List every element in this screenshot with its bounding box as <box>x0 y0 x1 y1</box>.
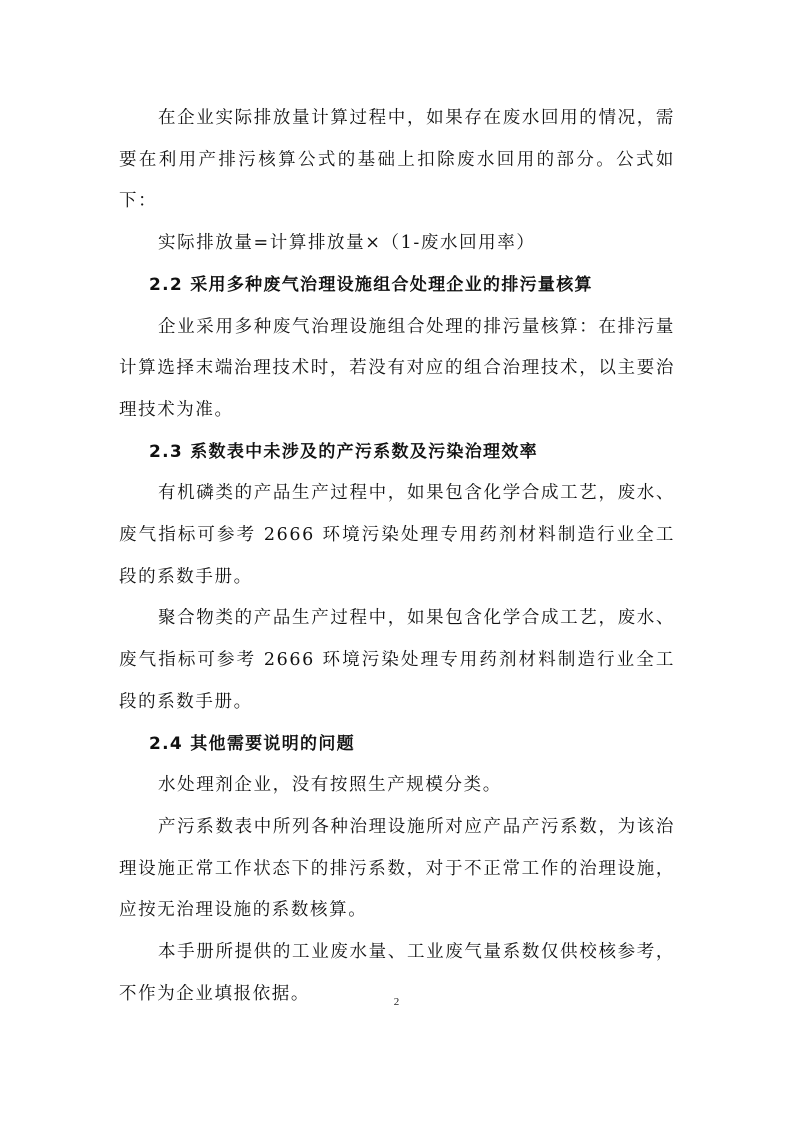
page-content <box>119 98 675 1015</box>
heading-2-4: 2.4 其他需要说明的问题 <box>149 733 355 754</box>
para-wastewater-reuse: 在企业实际排放量计算过程中，如果存在废水回用的情况，需要在利用产排污核算公式的基础上扣除废水回用的部分。公式如下： <box>119 108 675 212</box>
heading-2-2: 2.2 采用多种废气治理设施组合处理企业的排污量核算 <box>149 274 593 295</box>
para-organophosphorus: 有机磷类的产品生产过程中，如果包含化学合成工艺，废水、废气指标可参考 2666 环境污染处理专用药剂材料制造行业全工段的系数手册。 <box>119 483 675 587</box>
heading-2-3: 2.3 系数表中未涉及的产污系数及污染治理效率 <box>149 441 538 462</box>
page-number: 2 <box>393 996 400 1008</box>
para-reference-only: 本手册所提供的工业废水量、工业废气量系数仅供校核参考，不作为企业填报依据。 <box>119 942 675 1004</box>
para-combined-treatment: 企业采用多种废气治理设施组合处理的排污量核算：在排污量计算选择末端治理技术时，若没有对应的组合治理技术，以主要治理技术为准。 <box>119 316 675 420</box>
para-coefficient-table: 产污系数表中所列各种治理设施所对应产品产污系数，为该治理设施正常工作状态下的排污系数，对于不正常工作的治理设施，应按无治理设施的系数核算。 <box>119 816 675 921</box>
para-polymer: 聚合物类的产品生产过程中，如果包含化学合成工艺，废水、废气指标可参考 2666 环境污染处理专用药剂材料制造行业全工段的系数手册。 <box>119 608 675 712</box>
para-water-treatment: 水处理剂企业，没有按照生产规模分类。 <box>158 775 502 796</box>
para-formula: 实际排放量=计算排放量×（1-废水回用率） <box>158 233 536 254</box>
